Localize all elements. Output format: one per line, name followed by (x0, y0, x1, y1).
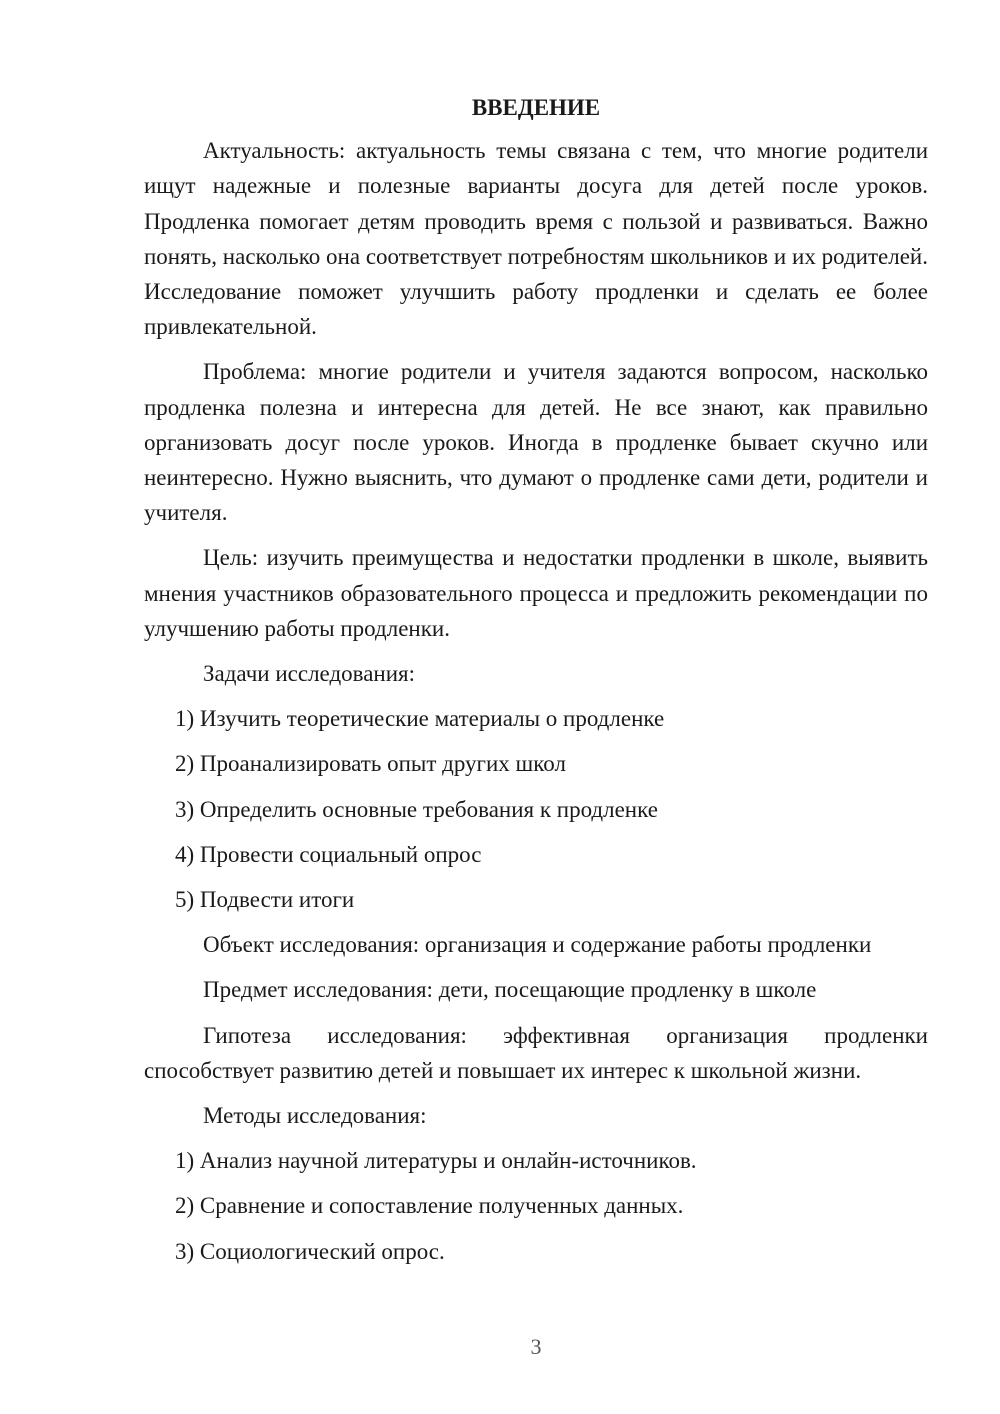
method-item: 2) Сравнение и сопоставление полученных данных. (175, 1193, 684, 1219)
methods-heading: Методы исследования: (203, 1103, 427, 1129)
task-item: 3) Определить основные требования к продленке (175, 796, 658, 822)
relevance-paragraph: Актуальность: актуальность темы связана с тем, что многие родители ищут надежные и полезные варианты досуга для детей после уроков. Продленка помогает детям проводить время с пользой и развиваться. Важно понять, насколько она соответствует потребностям школьников и их родителей. Исследование поможет улучшить работу продленки и сделать ее более привлекательной. (144, 138, 928, 340)
problem-paragraph: Проблема: многие родители и учителя задаются вопросом, насколько продленка полезна и интересна для детей. Не все знают, как правильно организовать досуг после уроков. Иногда в продленке бывает скучно или неинтересно. Нужно выяснить, что думают о продленке сами дети, родители и учителя. (144, 359, 928, 526)
task-item: 1) Изучить теоретические материалы о продленке (175, 706, 665, 732)
method-item: 3) Социологический опрос. (175, 1238, 445, 1264)
hypothesis-paragraph: Гипотеза исследования: эффективная организация продленки способствует развитию детей и повышает их интерес к школьной жизни. (144, 1022, 928, 1083)
page-number: 3 (530, 1334, 542, 1359)
page-content (144, 90, 928, 1279)
research-subject: Предмет исследования: дети, посещающие продленку в школе (203, 977, 817, 1003)
section-title: ВВЕДЕНИЕ (471, 95, 601, 120)
task-item: 4) Провести социальный опрос (175, 841, 482, 867)
method-item: 1) Анализ научной литературы и онлайн-источников. (175, 1148, 697, 1174)
task-item: 2) Проанализировать опыт других школ (175, 751, 566, 777)
research-object: Объект исследования: организация и содержание работы продленки (203, 932, 872, 958)
goal-paragraph: Цель: изучить преимущества и недостатки продленки в школе, выявить мнения участников образовательного процесса и предложить рекомендации по улучшению работы продленки. (144, 545, 928, 641)
tasks-heading: Задачи исследования: (203, 661, 416, 687)
task-item: 5) Подвести итоги (175, 887, 355, 913)
